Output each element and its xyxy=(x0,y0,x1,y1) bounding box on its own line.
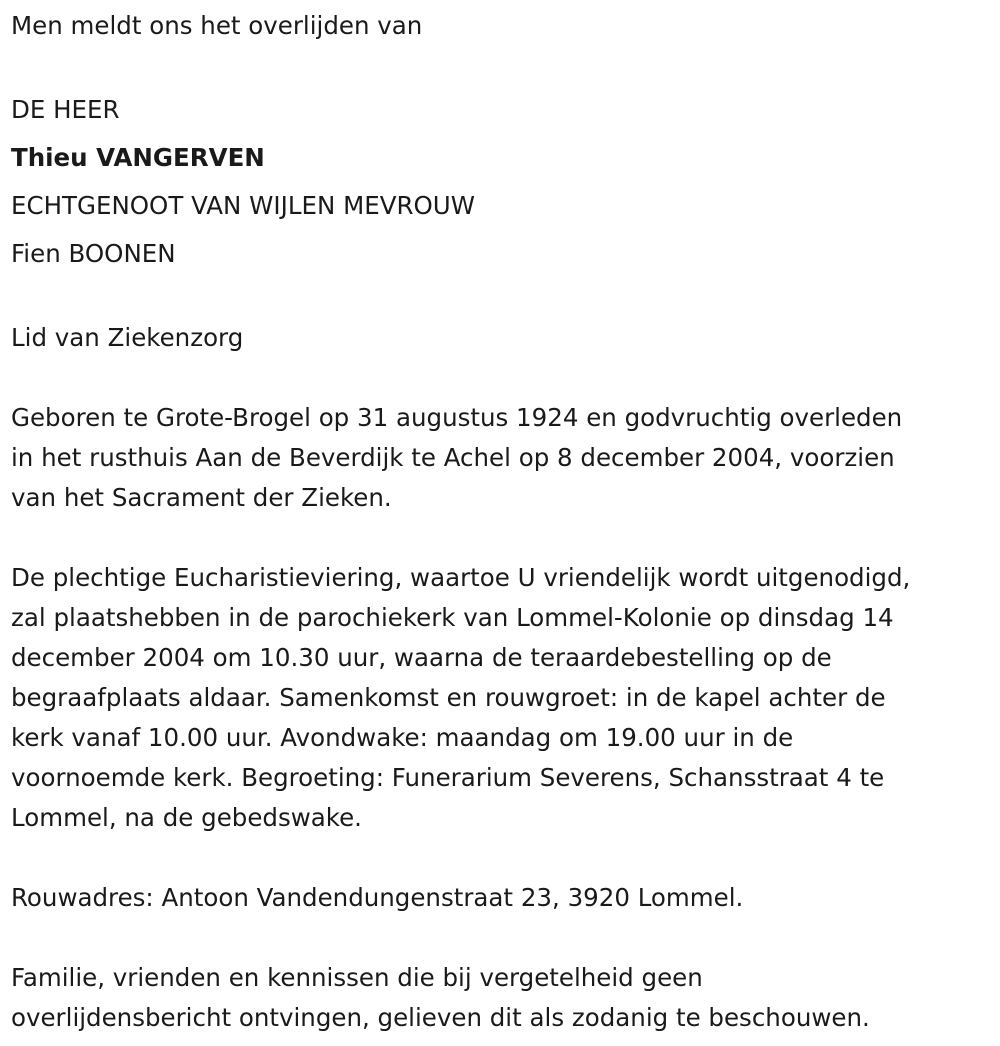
paragraph-line: begraafplaats aldaar. Samenkomst en rouwgroet: in de kapel achter de xyxy=(11,683,886,712)
paragraph-line: voornoemde kerk. Begroeting: Funerarium Severens, Schansstraat 4 te xyxy=(11,763,885,792)
spouse-label: ECHTGENOOT VAN WIJLEN MEVROUW xyxy=(11,191,475,220)
paragraph-line: Familie, vrienden en kennissen die bij vergetelheid geen xyxy=(11,963,703,992)
paragraph-line: kerk vanaf 10.00 uur. Avondwake: maandag om 19.00 uur in de xyxy=(11,723,794,752)
death-notice xyxy=(11,6,996,1038)
ceremony-paragraph xyxy=(11,558,996,838)
paragraph-line: Geboren te Grote-Brogel op 31 augustus 1924 en godvruchtig overleden xyxy=(11,403,903,432)
spouse-name: Fien BOONEN xyxy=(11,239,176,268)
intro-line: Men meldt ons het overlijden van xyxy=(11,11,423,40)
spacer xyxy=(11,918,996,958)
deceased-name: Thieu VANGERVEN xyxy=(11,143,265,172)
spacer xyxy=(11,838,996,878)
paragraph-line: De plechtige Eucharistieviering, waartoe U vriendelijk wordt uitgenodigd, xyxy=(11,563,911,592)
paragraph-line: van het Sacrament der Zieken. xyxy=(11,483,392,512)
paragraph-line: zal plaatshebben in de parochiekerk van Lommel-Kolonie op dinsdag 14 xyxy=(11,603,894,632)
address-line: Rouwadres: Antoon Vandendungenstraat 23, 3920 Lommel. xyxy=(11,883,744,912)
closing-paragraph xyxy=(11,958,996,1038)
birth-death-paragraph xyxy=(11,398,996,518)
spacer xyxy=(11,278,996,318)
membership-line: Lid van Ziekenzorg xyxy=(11,323,244,352)
paragraph-line: overlijdensbericht ontvingen, gelieven dit als zodanig te beschouwen. xyxy=(11,1003,870,1032)
paragraph-line: in het rusthuis Aan de Beverdijk te Achel op 8 december 2004, voorzien xyxy=(11,443,895,472)
spacer xyxy=(11,518,996,558)
paragraph-line: december 2004 om 10.30 uur, waarna de teraardebestelling op de xyxy=(11,643,832,672)
spacer xyxy=(11,46,996,86)
title-line: DE HEER xyxy=(11,95,120,124)
paragraph-line: Lommel, na de gebedswake. xyxy=(11,803,362,832)
spacer xyxy=(11,358,996,398)
